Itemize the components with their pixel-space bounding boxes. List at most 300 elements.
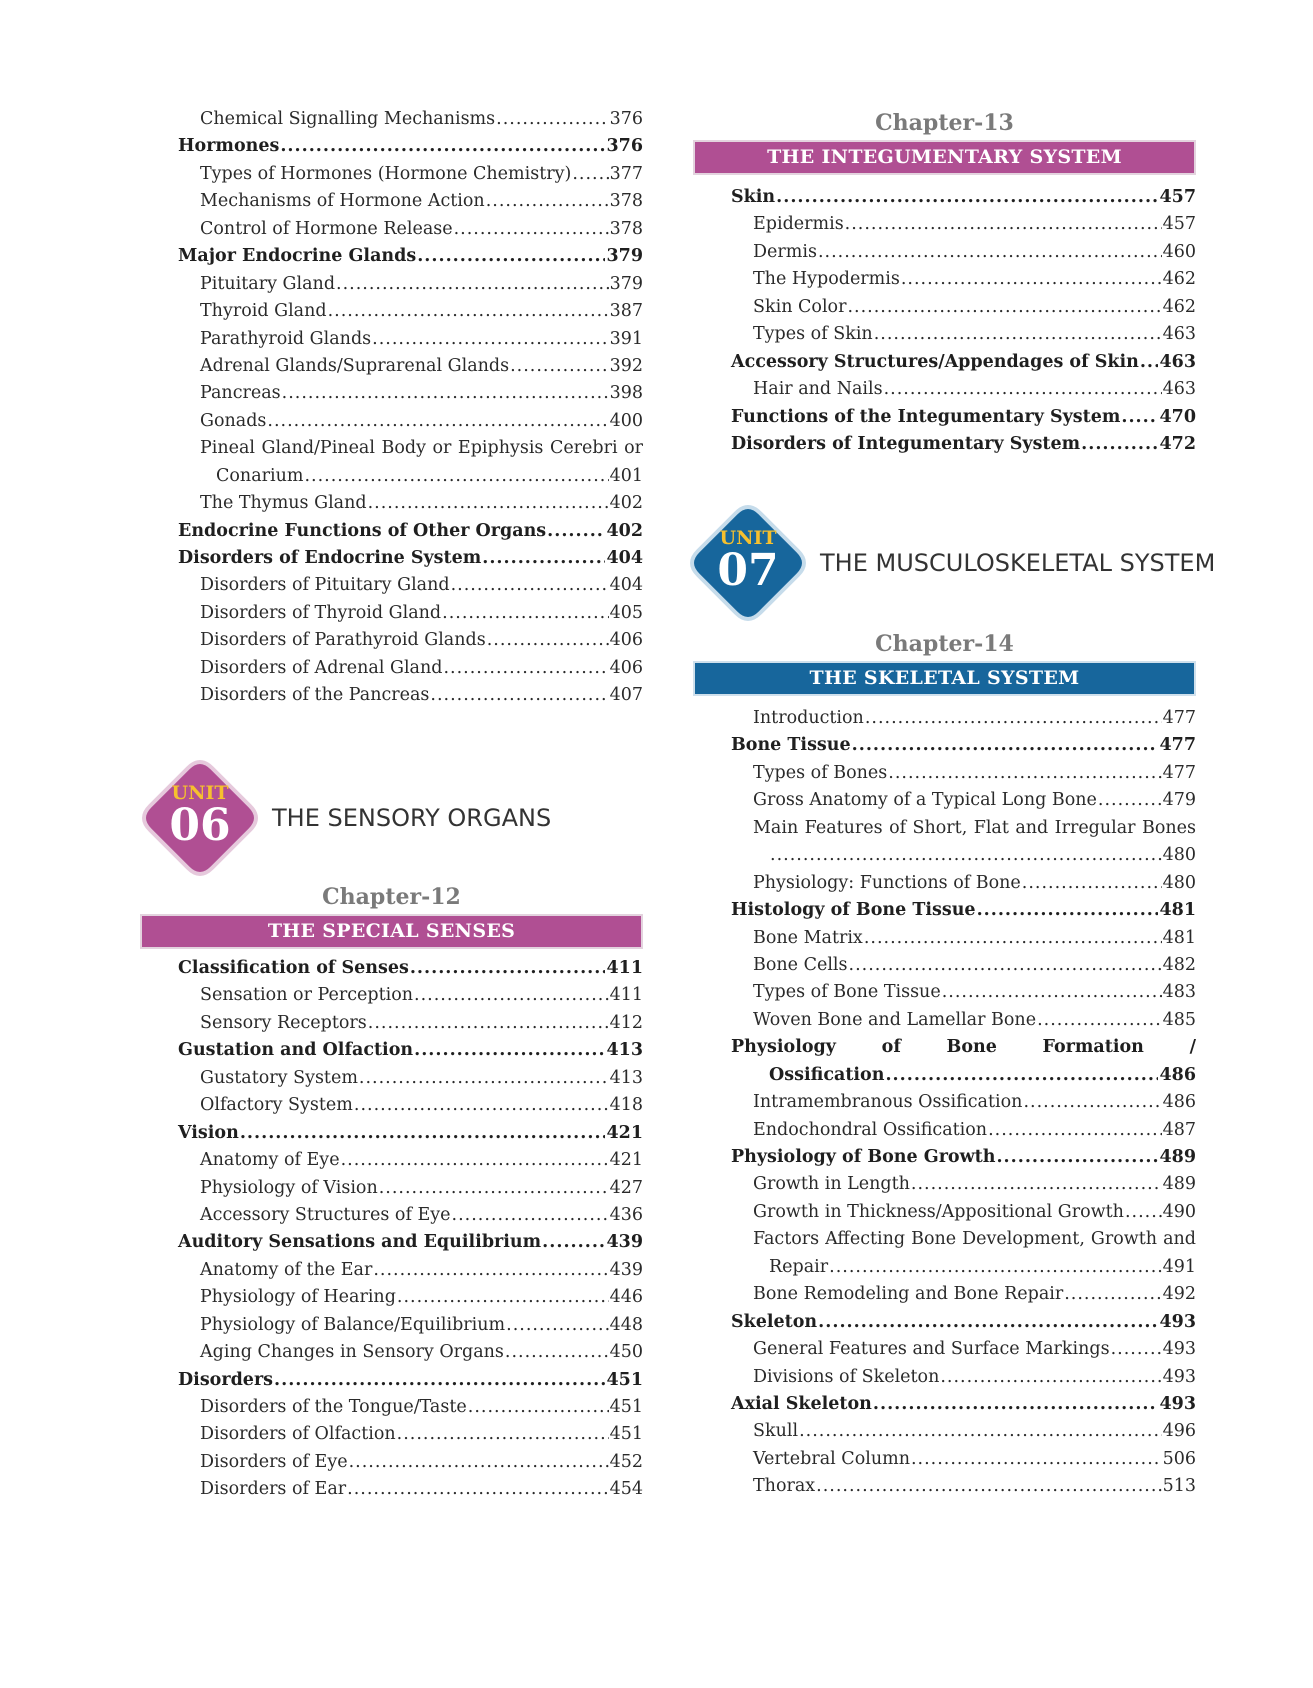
toc-leader-dots — [368, 490, 609, 517]
toc-leader-dots — [347, 1476, 608, 1503]
toc-entry-subsection[interactable] — [178, 1092, 643, 1119]
toc-entry-title: Endocrine Functions of Other Organs — [178, 520, 547, 541]
toc-title-word: or — [432, 438, 452, 459]
toc-leader-dots — [328, 298, 609, 325]
toc-entry-title: Dermis — [753, 241, 817, 262]
toc-page-number: 480 — [1162, 872, 1196, 893]
toc-entry-subsection[interactable] — [731, 321, 1196, 348]
toc-leader-dots — [341, 1147, 609, 1174]
toc-leader-dots — [865, 705, 1162, 732]
toc-page-number: 513 — [1162, 1476, 1196, 1497]
toc-entry-title: Gonads — [200, 410, 267, 431]
toc-leader-dots — [818, 239, 1162, 266]
toc-entry-subsection[interactable] — [731, 1007, 1196, 1034]
toc-page-number: 401 — [609, 465, 643, 486]
toc-entry-title: Disorders of Ear — [200, 1479, 347, 1500]
toc-leader-dots — [542, 1229, 605, 1256]
toc-page-number: 450 — [609, 1342, 643, 1363]
toc-leader-dots — [417, 243, 605, 270]
toc-entry-title: Adrenal Glands/Suprarenal Glands — [200, 355, 510, 376]
toc-entry-section[interactable] — [731, 404, 1196, 431]
toc-entry-subsection[interactable] — [178, 408, 643, 435]
toc-leader-dots — [1140, 349, 1159, 376]
toc-page-number: 492 — [1162, 1284, 1196, 1305]
toc-leader-dots — [505, 1339, 609, 1366]
toc-page-number: 477 — [1162, 762, 1196, 783]
toc-page-number: 479 — [1162, 790, 1196, 811]
toc-entry-subsection[interactable] — [178, 682, 643, 709]
toc-page-number: 413 — [609, 1067, 643, 1088]
toc-entry-title: Sensation or Perception — [200, 985, 413, 1006]
toc-entry-subsection[interactable] — [731, 294, 1196, 321]
toc-leader-dots — [354, 1092, 609, 1119]
toc-entry-title: Disorders of Olfaction — [200, 1424, 396, 1445]
chapter-bar: THE INTEGUMENTARY SYSTEM — [693, 140, 1196, 175]
toc-page-number: 378 — [609, 218, 643, 239]
toc-entry-title: Physiology of Hearing — [200, 1287, 396, 1308]
toc-leader-dots — [1125, 1199, 1162, 1226]
toc-leader-dots — [510, 353, 608, 380]
toc-entry-subsection[interactable] — [178, 1257, 643, 1284]
toc-entry-section[interactable] — [178, 518, 643, 545]
toc-entry-section[interactable] — [731, 431, 1196, 458]
toc-page-number: 377 — [609, 163, 643, 184]
toc-entry-title: Conarium — [216, 465, 304, 486]
toc-page-number: 451 — [609, 1424, 643, 1445]
toc-entry-title: Functions of the Integumentary System — [731, 406, 1121, 427]
toc-entry-subsection[interactable] — [731, 979, 1196, 1006]
toc-page-number: 421 — [606, 1122, 643, 1143]
toc-leader-dots — [911, 1446, 1162, 1473]
toc-entry-title: Anatomy of Eye — [200, 1150, 340, 1171]
toc-leader-dots — [901, 266, 1162, 293]
toc-entry-subsection[interactable] — [178, 1339, 643, 1366]
toc-page-number: 391 — [609, 328, 643, 349]
toc-entry-title: Classification of Senses — [178, 958, 409, 978]
toc-leader-dots — [1098, 787, 1162, 814]
toc-list-chapter-13 — [731, 184, 1196, 458]
toc-entry-subsection[interactable] — [731, 1364, 1196, 1391]
chapter-12-header — [140, 880, 643, 949]
toc-page-number: 485 — [1162, 1009, 1196, 1030]
toc-entry-subsection[interactable] — [731, 266, 1196, 293]
toc-title-word: Irregular — [1054, 817, 1136, 838]
toc-leader-dots — [397, 1284, 609, 1311]
toc-page-number: 462 — [1162, 269, 1196, 290]
toc-leader-dots — [486, 188, 609, 215]
toc-list-chapter-14 — [731, 705, 1196, 1501]
toc-entry-title: Disorders of the Tongue/Taste — [200, 1397, 467, 1417]
toc-entry-title: Disorders of Parathyroid Glands — [200, 630, 486, 651]
toc-entry-title: Olfactory System — [200, 1095, 353, 1116]
toc-entry-title: General Features and Surface Markings — [753, 1339, 1110, 1360]
toc-entry-subsection[interactable] — [731, 239, 1196, 266]
toc-entry-subsection[interactable] — [178, 435, 643, 462]
toc-entry-title: Repair — [769, 1256, 829, 1277]
toc-page-number: 402 — [609, 493, 643, 514]
toc-leader-dots — [942, 979, 1162, 1006]
toc-entry-title: Disorders of Adrenal Gland — [200, 657, 443, 678]
toc-page-number: 379 — [609, 273, 643, 294]
toc-page-number: 452 — [609, 1451, 643, 1472]
unit-number: 06 — [169, 800, 231, 851]
toc-entry-title: Disorders of Pituitary Gland — [200, 575, 450, 596]
toc-page-number: 486 — [1159, 1064, 1196, 1085]
toc-entry-subsection[interactable] — [731, 1254, 1196, 1281]
toc-entry-subsection[interactable] — [178, 1147, 643, 1174]
toc-entry-title: Growth in Length — [753, 1174, 910, 1195]
toc-leader-dots — [482, 545, 605, 572]
toc-leader-dots — [940, 1364, 1161, 1391]
toc-title-word: Cerebri — [549, 438, 618, 459]
toc-entry-subsection[interactable] — [178, 627, 643, 654]
toc-entry-section[interactable] — [731, 1391, 1196, 1418]
unit-title: THE MUSCULOSKELETAL SYSTEM — [820, 549, 1216, 577]
toc-page-number: 506 — [1162, 1448, 1196, 1469]
toc-page-number: 439 — [609, 1259, 643, 1280]
toc-leader-dots — [847, 294, 1161, 321]
toc-entry-subsection[interactable] — [178, 380, 643, 407]
toc-title-word: Bone — [911, 1229, 957, 1250]
toc-entry-title: Major Endocrine Glands — [178, 246, 417, 267]
toc-entry-title: Control of Hormone Release — [200, 218, 453, 239]
toc-leader-dots — [430, 682, 608, 709]
toc-entry-subsection[interactable] — [178, 188, 643, 215]
toc-entry-section[interactable] — [178, 1229, 643, 1256]
toc-entry-title: The Hypodermis — [753, 269, 900, 290]
toc-page-number: 457 — [1159, 187, 1196, 207]
toc-title-word: Bone — [946, 1037, 997, 1058]
toc-title-word: of — [881, 1037, 901, 1058]
toc-entry-title: Disorders of the Pancreas — [200, 685, 430, 706]
toc-entry-subsection[interactable] — [731, 211, 1196, 238]
toc-page-number: 448 — [609, 1314, 643, 1335]
toc-leader-dots — [349, 1449, 609, 1476]
toc-entry-title: Skin — [731, 187, 776, 207]
toc-leader-dots — [818, 1309, 1158, 1336]
toc-entry-title: Bone Tissue — [731, 735, 851, 756]
toc-leader-dots — [864, 925, 1162, 952]
toc-entry-section[interactable] — [731, 1034, 1196, 1061]
toc-entry-section[interactable] — [731, 732, 1196, 759]
toc-entry-title — [753, 1226, 1196, 1253]
toc-leader-dots — [414, 1037, 605, 1064]
toc-entry-subsection[interactable] — [178, 1312, 643, 1339]
toc-leader-dots — [414, 982, 609, 1009]
toc-leader-dots — [487, 627, 609, 654]
toc-entry-title: Bone Remodeling and Bone Repair — [753, 1284, 1064, 1305]
toc-leader-dots — [468, 1394, 609, 1421]
toc-page-number: 400 — [609, 410, 643, 431]
toc-entry-title — [731, 1034, 1196, 1061]
toc-leader-dots — [336, 271, 609, 298]
toc-title-word: Formation — [1042, 1037, 1144, 1058]
toc-entry-subsection[interactable] — [731, 760, 1196, 787]
toc-page-number: 413 — [606, 1040, 643, 1061]
chapter-title: Chapter-14 — [875, 631, 1014, 657]
toc-entry-subsection[interactable] — [731, 1117, 1196, 1144]
toc-entry-subsection[interactable] — [178, 106, 643, 133]
toc-entry-subsection[interactable] — [731, 870, 1196, 897]
toc-page-number: 483 — [1162, 982, 1196, 1003]
toc-leader-dots — [359, 1065, 609, 1092]
toc-entry-section[interactable] — [178, 133, 643, 160]
toc-entry-section[interactable] — [731, 184, 1196, 211]
toc-leader-dots — [443, 655, 608, 682]
toc-entry-subsection[interactable] — [731, 1226, 1196, 1253]
toc-entry-subsection[interactable] — [178, 161, 643, 188]
toc-leader-dots — [240, 1120, 606, 1147]
toc-page-number: 411 — [609, 985, 643, 1006]
toc-leader-dots — [829, 1254, 1161, 1281]
toc-entry-title: Axial Skeleton — [731, 1393, 872, 1414]
toc-entry-subsection[interactable] — [731, 1089, 1196, 1116]
toc-page-number: 493 — [1162, 1366, 1196, 1387]
toc-entry-section[interactable] — [731, 1062, 1196, 1089]
toc-leader-dots — [799, 1418, 1162, 1445]
toc-entry-title: Epidermis — [753, 214, 844, 235]
toc-entry-title: Anatomy of the Ear — [200, 1259, 373, 1280]
toc-entry-section[interactable] — [731, 897, 1196, 924]
toc-entry-section[interactable] — [178, 243, 643, 270]
toc-entry-subsection[interactable] — [731, 787, 1196, 814]
toc-entry-subsection[interactable] — [178, 1284, 643, 1311]
toc-title-word: Gland/Pineal — [261, 438, 375, 459]
toc-entry-subsection[interactable] — [178, 600, 643, 627]
toc-entry-subsection[interactable] — [178, 1010, 643, 1037]
unit-word: UNIT — [171, 782, 229, 804]
toc-page-number: 451 — [609, 1397, 643, 1417]
toc-entry-subsection[interactable] — [178, 353, 643, 380]
toc-entry-title: Accessory Structures/Appendages of Skin — [731, 351, 1139, 372]
toc-leader-dots — [874, 321, 1162, 348]
toc-leader-dots — [1023, 1089, 1161, 1116]
toc-entry-subsection[interactable] — [731, 1171, 1196, 1198]
toc-entry-title — [753, 815, 1196, 842]
toc-entry-section[interactable] — [731, 349, 1196, 376]
toc-entry-subsection[interactable] — [731, 925, 1196, 952]
toc-page-number: 477 — [1159, 735, 1196, 756]
left-column — [178, 106, 643, 710]
toc-leader-dots — [1037, 1007, 1162, 1034]
toc-leader-dots — [410, 955, 606, 982]
toc-entry-section[interactable] — [731, 1309, 1196, 1336]
toc-page-number: 451 — [606, 1369, 643, 1390]
toc-entry-title: Disorders — [178, 1369, 274, 1390]
toc-entry-subsection[interactable] — [178, 490, 643, 517]
toc-page-number: 402 — [606, 520, 643, 541]
toc-leader-dots — [1081, 431, 1158, 458]
toc-leader-dots — [988, 1117, 1162, 1144]
toc-page-number: 376 — [609, 109, 643, 129]
toc-leader-dots — [1111, 1336, 1162, 1363]
toc-list-chapter-12 — [178, 955, 643, 1504]
toc-page-number: 398 — [609, 383, 643, 404]
chapter-bar: THE SKELETAL SYSTEM — [693, 661, 1196, 696]
toc-entry-title: Types of Hormones (Hormone Chemistry) — [200, 163, 572, 184]
toc-title-word: Physiology — [731, 1037, 836, 1058]
toc-entry-subsection[interactable] — [731, 1446, 1196, 1473]
toc-page-number: 406 — [609, 630, 643, 651]
toc-entry-title: Skull — [753, 1421, 799, 1442]
toc-entry-subsection[interactable] — [731, 1418, 1196, 1445]
toc-entry-section[interactable] — [731, 1144, 1196, 1171]
toc-entry-title: Gustatory System — [200, 1067, 358, 1088]
toc-entry-title: Sensory Receptors — [200, 1012, 367, 1033]
toc-leader-dots — [845, 211, 1162, 238]
toc-page-number: 376 — [606, 136, 643, 157]
chapter-12-toc — [178, 955, 643, 1504]
toc-leader-dots — [885, 1062, 1158, 1089]
toc-entry-subsection[interactable] — [731, 1199, 1196, 1226]
toc-entry-subsection[interactable] — [731, 1281, 1196, 1308]
toc-entry-title: Intramembranous Ossification — [753, 1092, 1023, 1113]
toc-title-word: Short, — [912, 817, 968, 838]
toc-leader-dots — [372, 326, 608, 353]
toc-leader-dots — [274, 1367, 605, 1394]
toc-title-word: of — [889, 817, 907, 838]
unit-number: 07 — [717, 545, 779, 596]
toc-leader-dots — [282, 380, 609, 407]
toc-leader-dots — [1022, 870, 1162, 897]
toc-entry-subsection[interactable] — [178, 1476, 643, 1503]
toc-entry-section[interactable] — [178, 955, 643, 982]
toc-leader-dots — [452, 1202, 609, 1229]
toc-page-number: 493 — [1162, 1339, 1196, 1360]
toc-entry-subsection[interactable] — [178, 326, 643, 353]
toc-page-number: 439 — [606, 1232, 643, 1253]
toc-page-number: 460 — [1162, 241, 1196, 262]
toc-page-number: 472 — [1159, 433, 1196, 454]
chapter-title: Chapter-12 — [322, 884, 461, 910]
toc-entry-section[interactable] — [178, 1120, 643, 1147]
chapter-14-toc — [731, 705, 1196, 1501]
toc-leader-dots — [911, 1171, 1162, 1198]
toc-entry-subsection[interactable] — [178, 271, 643, 298]
toc-leader-dots — [304, 463, 608, 490]
toc-entry-section[interactable] — [178, 1367, 643, 1394]
toc-entry-title: Bone Cells — [753, 954, 848, 975]
toc-entry-subsection[interactable] — [178, 298, 643, 325]
toc-page-number: 404 — [609, 575, 643, 596]
toc-title-word: Features — [804, 817, 883, 838]
toc-entry-section[interactable] — [178, 1037, 643, 1064]
toc-entry-subsection[interactable] — [178, 655, 643, 682]
toc-entry-title: Hormones — [178, 136, 280, 157]
toc-entry-subsection[interactable] — [731, 815, 1196, 842]
toc-entry-title: Types of Bones — [753, 762, 888, 783]
toc-title-word: Pineal — [200, 438, 256, 459]
toc-entry-subsection[interactable] — [178, 216, 643, 243]
toc-page-number: 477 — [1162, 708, 1196, 728]
toc-entry-subsection[interactable] — [178, 1175, 643, 1202]
toc-leader-dots — [884, 376, 1162, 403]
toc-title-word: Growth — [1090, 1229, 1158, 1250]
toc-entry-section[interactable] — [178, 545, 643, 572]
toc-page-number: 486 — [1162, 1092, 1196, 1113]
toc-leader-dots — [506, 1312, 608, 1339]
toc-entry-subsection[interactable] — [731, 842, 1196, 869]
toc-page-number: 436 — [609, 1204, 643, 1225]
chapter-13-toc — [731, 184, 1196, 458]
toc-entry-subsection[interactable] — [731, 952, 1196, 979]
toc-entry-title: Vision — [178, 1122, 239, 1143]
toc-title-word: Flat — [973, 817, 1009, 838]
toc-page-number: 405 — [609, 602, 643, 623]
toc-title-word: Body — [381, 438, 426, 459]
toc-entry-title: Ossification — [769, 1064, 885, 1085]
toc-title-word: or — [624, 438, 643, 459]
toc-entry-subsection[interactable] — [178, 982, 643, 1009]
toc-entry-subsection[interactable] — [178, 463, 643, 490]
unit-title: THE SENSORY ORGANS — [272, 804, 552, 832]
toc-leader-dots — [873, 1391, 1159, 1418]
toc-leader-dots — [572, 161, 608, 188]
toc-entry-title: Bone Matrix — [753, 927, 863, 948]
toc-entry-subsection[interactable] — [731, 705, 1196, 732]
toc-page-number: 480 — [1162, 845, 1196, 866]
chapter-title: Chapter-13 — [875, 110, 1014, 136]
toc-page-number: 412 — [609, 1012, 643, 1033]
toc-entry-title: Pituitary Gland — [200, 273, 336, 294]
toc-page-number: 481 — [1162, 927, 1196, 948]
toc-entry-subsection[interactable] — [178, 1394, 643, 1421]
toc-leader-dots — [849, 952, 1162, 979]
toc-page-number: 387 — [609, 301, 643, 322]
toc-entry-subsection[interactable] — [178, 1065, 643, 1092]
toc-entry-title: Thorax — [753, 1476, 816, 1497]
toc-entry-subsection[interactable] — [731, 376, 1196, 403]
toc-page-number: 493 — [1159, 1311, 1196, 1332]
toc-page-number: 411 — [606, 958, 643, 978]
toc-entry-title: Disorders of Endocrine System — [178, 548, 482, 568]
chapter-bar: THE SPECIAL SENSES — [140, 914, 643, 949]
toc-entry-subsection[interactable] — [178, 1421, 643, 1448]
toc-entry-title: Physiology: Functions of Bone — [753, 872, 1021, 893]
toc-entry-title: Woven Bone and Lamellar Bone — [753, 1009, 1037, 1030]
toc-leader-dots — [496, 106, 608, 133]
toc-leader-dots — [454, 216, 609, 243]
toc-leader-dots — [267, 408, 608, 435]
toc-page-number: 446 — [609, 1287, 643, 1308]
toc-page-number: 489 — [1159, 1147, 1196, 1167]
unit-badge — [140, 758, 260, 878]
toc-leader-dots — [770, 842, 1162, 869]
unit-word: UNIT — [719, 527, 777, 549]
toc-entry-title: Disorders of Thyroid Gland — [200, 602, 442, 623]
toc-page-number: 421 — [609, 1150, 643, 1171]
unit-badge — [688, 503, 808, 623]
toc-entry-title: The Thymus Gland — [200, 493, 367, 514]
toc-entry-subsection[interactable] — [731, 1473, 1196, 1500]
toc-page-number: 427 — [609, 1177, 643, 1198]
toc-entry-title: Disorders of Integumentary System — [731, 433, 1081, 454]
toc-page-number: 407 — [609, 685, 643, 706]
toc-entry-subsection[interactable] — [731, 1336, 1196, 1363]
toc-page-number: 463 — [1159, 351, 1196, 372]
toc-page-number: 496 — [1162, 1421, 1196, 1442]
toc-page-number: 378 — [609, 191, 643, 212]
toc-entry-title: Growth in Thickness/Appositional Growth — [753, 1201, 1124, 1222]
toc-leader-dots — [776, 184, 1158, 211]
toc-entry-subsection[interactable] — [178, 572, 643, 599]
toc-page-number: 491 — [1162, 1256, 1196, 1277]
toc-leader-dots — [977, 897, 1159, 924]
toc-title-word: Epiphysis — [457, 438, 544, 459]
toc-entry-subsection[interactable] — [178, 1449, 643, 1476]
toc-entry-subsection[interactable] — [178, 1202, 643, 1229]
toc-leader-dots — [442, 600, 608, 627]
